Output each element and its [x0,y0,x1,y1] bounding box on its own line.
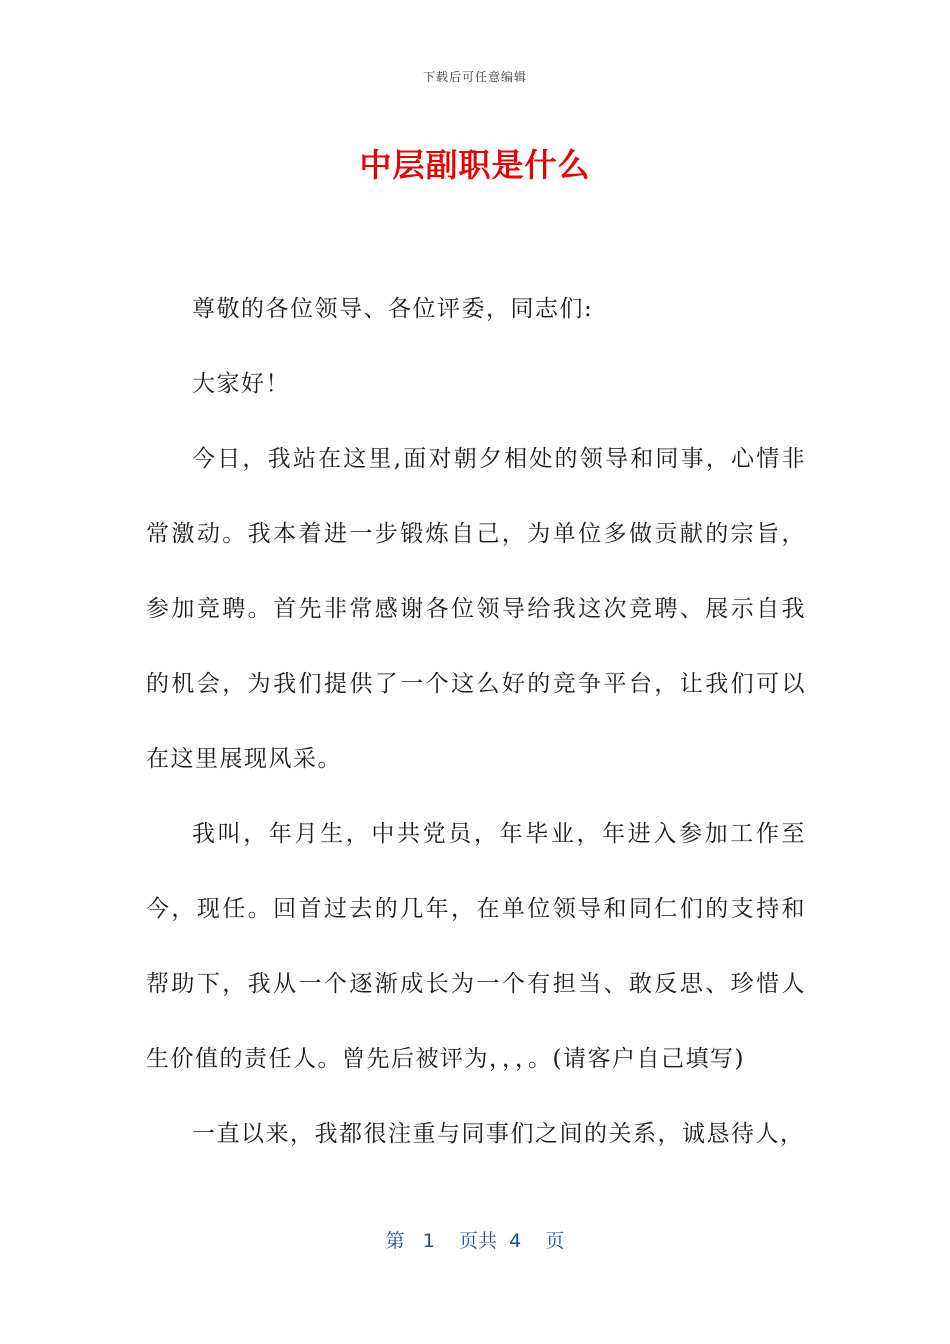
total-pages-number: 4 [509,1230,522,1252]
page-suffix: 页 [545,1230,565,1252]
paragraph-intro: 今日，我站在这里,面对朝夕相处的领导和同事，心情非常激动。我本着进一步锻炼自己，为单位多做贡献的宗旨，参加竞聘。首先非常感谢各位领导给我这次竞聘、展示自我的机会，为我们提供了一个这么好的竞争平台，让我们可以在这里展现风采。 [146,446,806,772]
current-page-number: 1 [422,1230,435,1252]
document-body [146,272,806,1172]
document-title: 中层副职是什么 [359,146,591,184]
header-note: 下载后可任意编辑 [422,70,527,84]
page-prefix: 第 [385,1230,405,1252]
paragraph-greeting: 大家好！ [192,371,290,397]
paragraph-relationships: 一直以来，我都很注重与同事们之间的关系，诚恳待人， [192,1121,805,1147]
paragraph-self-introduction: 我叫，年月生，中共党员，年毕业，年进入参加工作至今，现任。回首过去的几年，在单位领导和同仁们的支持和帮助下，我从一个逐渐成长为一个有担当、敢反思、珍惜人生价值的责任人。曾先后被评为，，，。(请客户自己填写) [146,821,806,1072]
page-footer [0,1226,950,1253]
paragraph-salutation: 尊敬的各位领导、各位评委，同志们: [192,296,594,322]
page-middle: 页共 [459,1230,498,1252]
